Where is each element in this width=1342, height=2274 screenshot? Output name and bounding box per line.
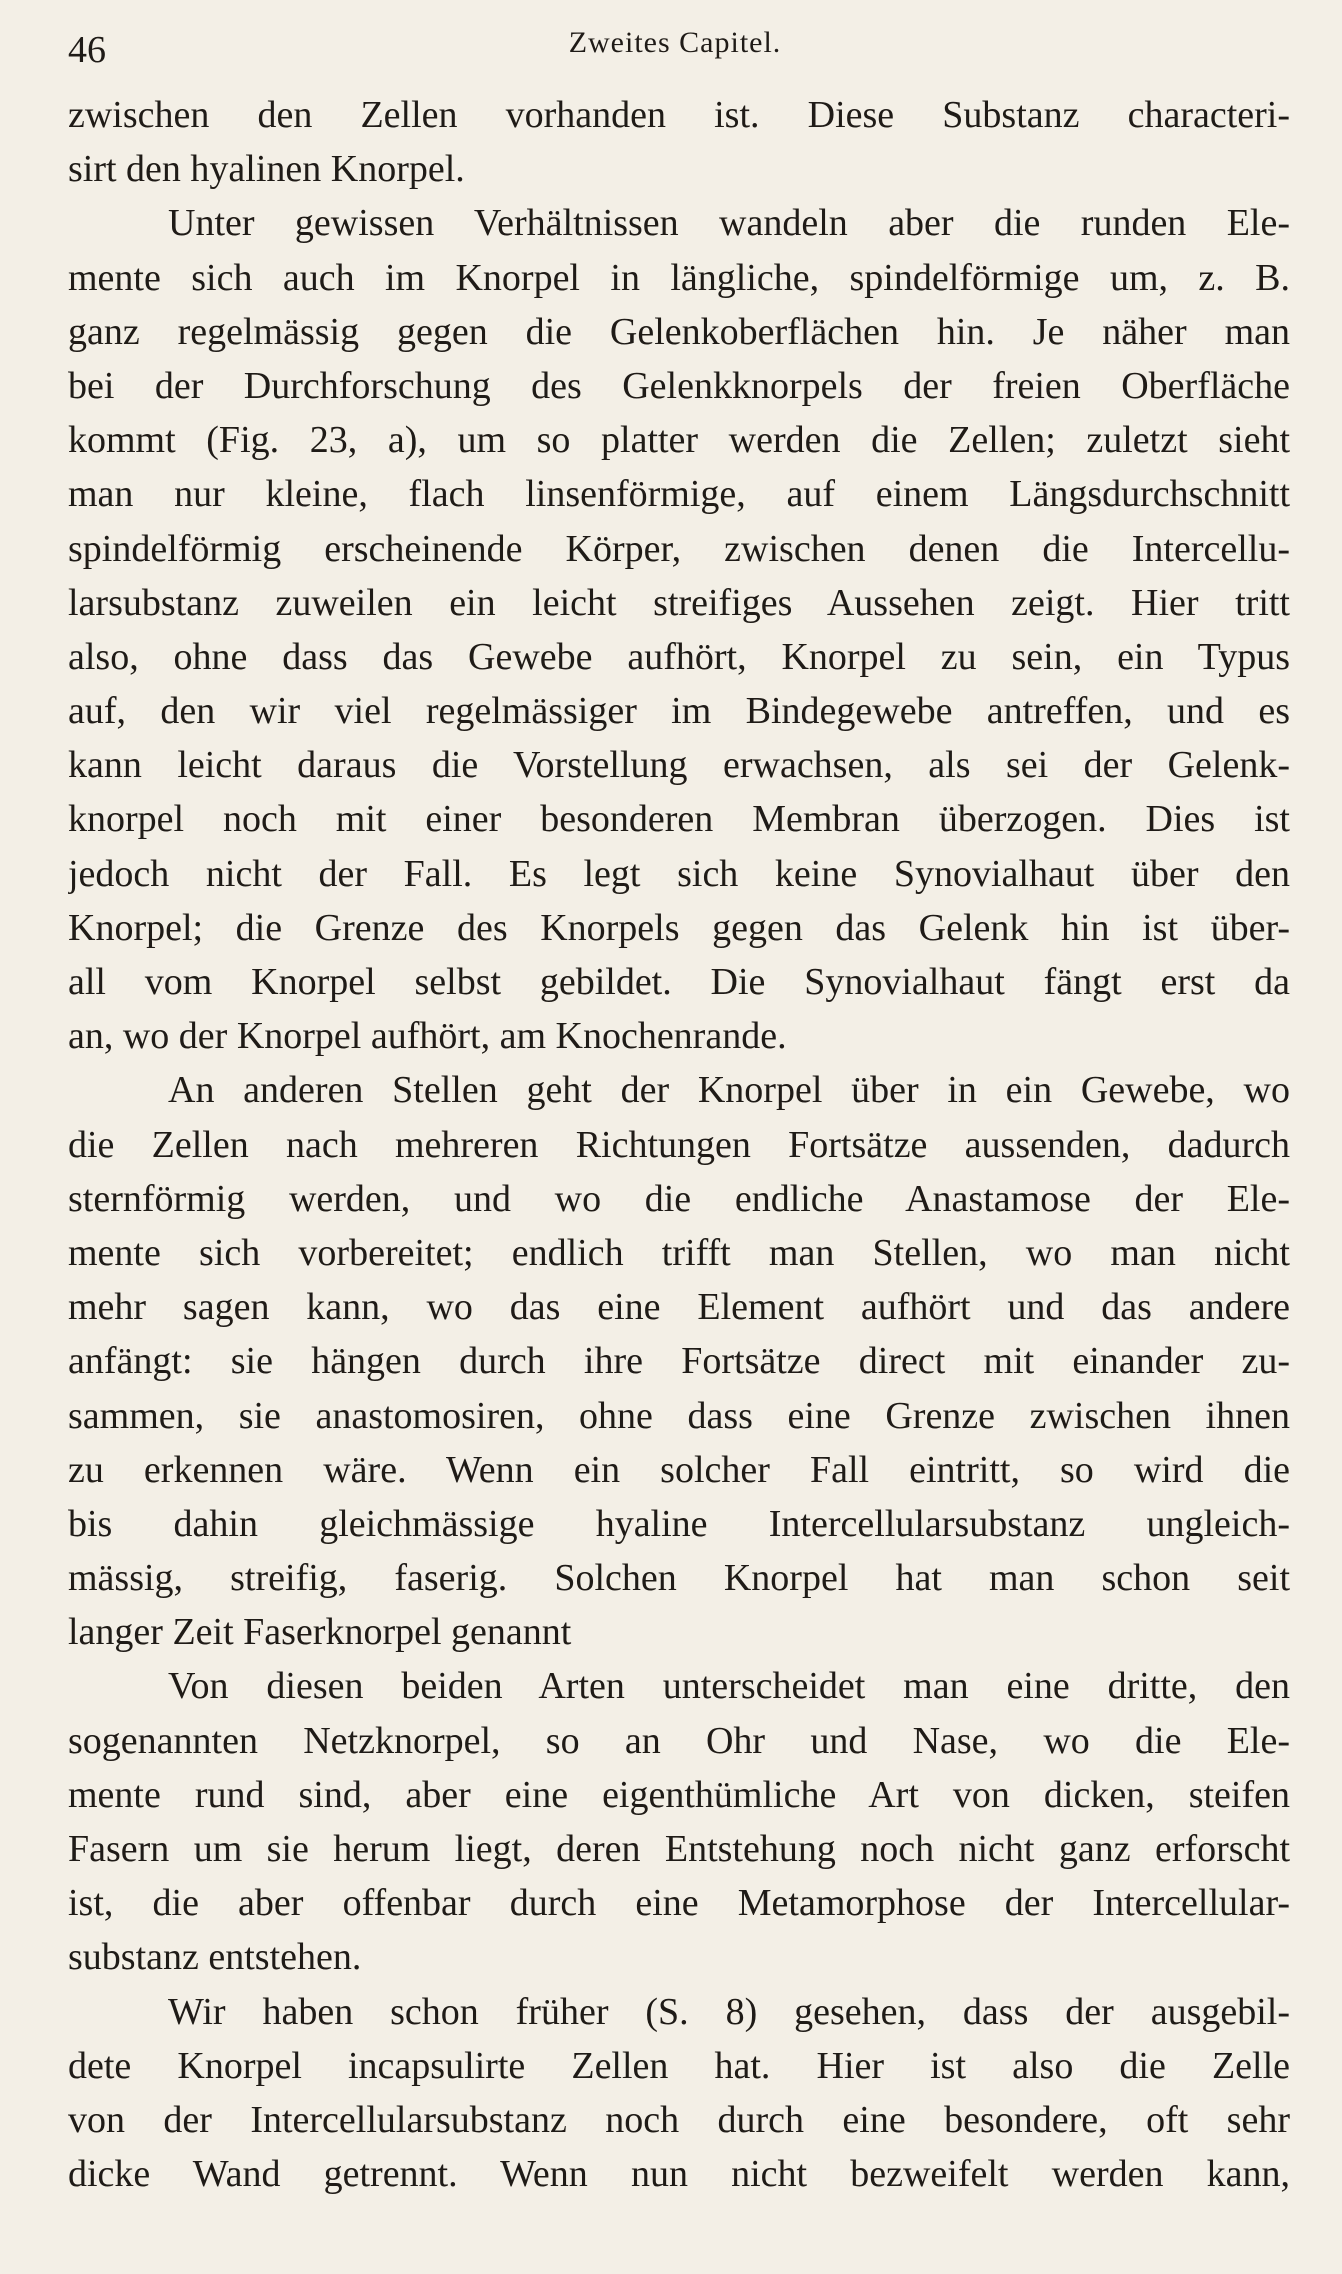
text-line: jedoch nicht der Fall. Es legt sich keine Synovialhaut über den [68, 852, 1290, 895]
running-title: Zweites Capitel. [568, 26, 782, 59]
text-line: sammen, sie anastomosiren, ohne dass eine Grenze zwischen ihnen [68, 1394, 1290, 1437]
text-line: an, wo der Knorpel aufhört, am Knochenrande. [68, 1015, 787, 1058]
text-line: von der Intercellularsubstanz noch durch eine besondere, oft sehr [68, 2098, 1290, 2141]
text-line: dete Knorpel incapsulirte Zellen hat. Hier ist also die Zelle [68, 2044, 1290, 2087]
text-line: die Zellen nach mehreren Richtungen Fortsätze aussenden, dadurch [68, 1123, 1290, 1166]
text-line: Wir haben schon früher (S. 8) gesehen, dass der ausgebil- [168, 1990, 1290, 2033]
text-line: substanz entstehen. [68, 1936, 362, 1979]
text-line: Unter gewissen Verhältnissen wandeln aber die runden Ele- [168, 202, 1290, 245]
text-line: mässig, streifig, faserig. Solchen Knorpel hat man schon seit [68, 1557, 1290, 1600]
text-line: An anderen Stellen geht der Knorpel über in ein Gewebe, wo [168, 1069, 1290, 1112]
text-line: mente rund sind, aber eine eigenthümliche Art von dicken, steifen [68, 1773, 1290, 1816]
text-line: dicke Wand getrennt. Wenn nun nicht bezweifelt werden kann, [68, 2153, 1290, 2196]
page-number: 46 [68, 29, 106, 71]
text-line: sogenannten Netzknorpel, so an Ohr und Nase, wo die Ele- [68, 1719, 1290, 1762]
text-line: kommt (Fig. 23, a), um so platter werden die Zellen; zuletzt sieht [68, 419, 1290, 462]
text-line: ist, die aber offenbar durch eine Metamorphose der Intercellular- [68, 1882, 1290, 1925]
text-line: bei der Durchforschung des Gelenkknorpels der freien Oberfläche [68, 364, 1290, 407]
text-line: Knorpel; die Grenze des Knorpels gegen das Gelenk hin ist über- [68, 906, 1290, 949]
text-line: knorpel noch mit einer besonderen Membran überzogen. Dies ist [68, 798, 1290, 841]
text-line: man nur kleine, flach linsenförmige, auf einem Längsdurchschnitt [68, 473, 1290, 516]
text-line: sirt den hyalinen Knorpel. [68, 148, 465, 191]
text-line: spindelförmig erscheinende Körper, zwischen denen die Intercellu- [68, 527, 1290, 570]
text-line: also, ohne dass das Gewebe aufhört, Knorpel zu sein, ein Typus [68, 635, 1290, 678]
text-line: ganz regelmässig gegen die Gelenkoberflächen hin. Je näher man [68, 310, 1290, 353]
text-line: zwischen den Zellen vorhanden ist. Diese Substanz characteri- [68, 94, 1290, 136]
text-line: sternförmig werden, und wo die endliche Anastamose der Ele- [68, 1177, 1290, 1220]
text-line: mente sich vorbereitet; endlich trifft man Stellen, wo man nicht [68, 1231, 1290, 1274]
text-line: zu erkennen wäre. Wenn ein solcher Fall eintritt, so wird die [68, 1448, 1290, 1491]
text-line: Von diesen beiden Arten unterscheidet man eine dritte, den [168, 1665, 1290, 1708]
page-header [68, 20, 1282, 80]
text-line: auf, den wir viel regelmässiger im Bindegewebe antreffen, und es [68, 690, 1290, 733]
text-line: anfängt: sie hängen durch ihre Fortsätze direct mit einander zu- [68, 1340, 1290, 1383]
text-line: kann leicht daraus die Vorstellung erwachsen, als sei der Gelenk- [68, 744, 1290, 787]
text-line: Fasern um sie herum liegt, deren Entstehung noch nicht ganz erforscht [68, 1828, 1290, 1870]
text-line: bis dahin gleichmässige hyaline Intercellularsubstanz ungleich- [68, 1502, 1290, 1545]
text-line: langer Zeit Faserknorpel genannt [68, 1611, 572, 1654]
text-line: mente sich auch im Knorpel in längliche, spindelförmige um, z. B. [68, 256, 1290, 299]
text-line: all vom Knorpel selbst gebildet. Die Synovialhaut fängt erst da [68, 961, 1290, 1003]
body-text [68, 88, 1290, 2201]
text-line: larsubstanz zuweilen ein leicht streifiges Aussehen zeigt. Hier tritt [68, 581, 1290, 624]
text-line: mehr sagen kann, wo das eine Element aufhört und das andere [68, 1286, 1290, 1329]
